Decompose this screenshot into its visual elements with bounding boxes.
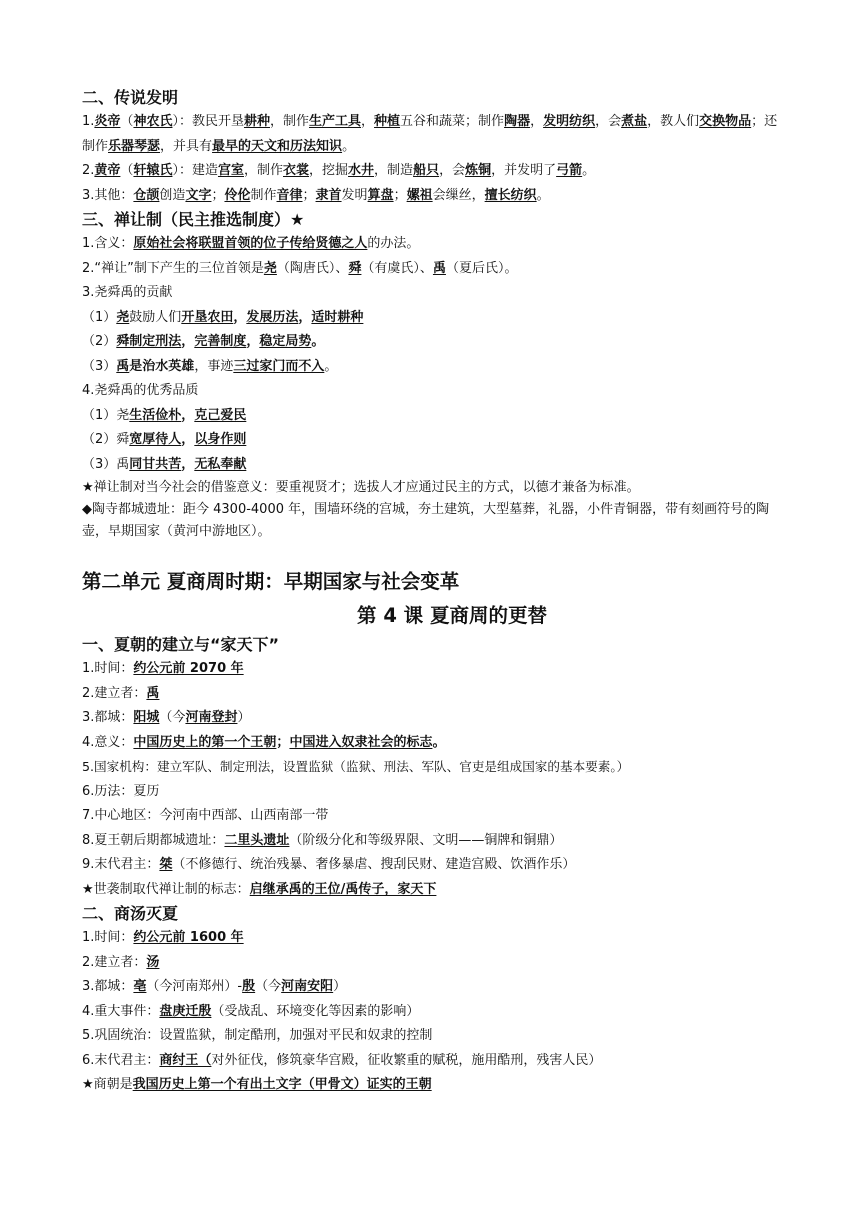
text-segment: ，并具有 xyxy=(160,138,213,154)
key-term: 河南登封 xyxy=(185,710,238,725)
text-line xyxy=(82,428,782,453)
text-line xyxy=(82,453,782,478)
text-segment: （ xyxy=(120,114,134,129)
key-term: 禹 xyxy=(432,260,446,276)
text-segment: 五谷和蔬菜；制作 xyxy=(400,114,505,129)
text-line xyxy=(82,682,782,707)
text-segment: 2. xyxy=(82,163,95,178)
text-line xyxy=(82,1024,782,1049)
text-segment: 2.建立者： xyxy=(82,685,147,701)
text-segment: （不修德行、统治残暴、奢侈暴虐、搜刮民财、建造宫殿、饮酒作乐） xyxy=(172,857,576,872)
lesson-title xyxy=(82,599,782,633)
text-line xyxy=(82,755,782,780)
key-term: 最早的天文和历法知识 xyxy=(212,138,343,154)
text-segment: （1）尧 xyxy=(82,407,130,423)
text-segment: 7.中心地区：今河南中西部、山西南部一带 xyxy=(82,808,329,823)
bold-text: ， xyxy=(181,432,195,447)
text-segment: （1） xyxy=(82,309,117,325)
key-term: 耕种 xyxy=(243,114,270,129)
text-segment: 的办法。 xyxy=(367,236,420,251)
text-segment: 。 xyxy=(582,163,596,178)
key-term: 船只 xyxy=(413,163,440,178)
bold-text: （民主推选制度）★ xyxy=(162,210,305,229)
text-line xyxy=(82,477,782,499)
bold-text: ， xyxy=(181,456,195,472)
text-segment: （3）禹 xyxy=(82,456,130,472)
text-line xyxy=(82,110,782,159)
key-term: 以身作则 xyxy=(194,432,247,447)
text-segment: 9.末代君主： xyxy=(82,857,160,872)
key-term: 发展历法 xyxy=(246,309,299,325)
text-segment: ，会 xyxy=(595,114,622,129)
text-segment: 对外征伐，修筑豪华宫殿，征收繁重的赋税，施用酷刑，残害人民） xyxy=(211,1052,602,1068)
text-line xyxy=(82,878,782,903)
text-line xyxy=(82,926,782,951)
text-segment: 4.重大事件： xyxy=(82,1003,160,1019)
text-segment: 鼓励人们 xyxy=(129,309,182,325)
text-segment: 1.时间： xyxy=(82,661,134,676)
key-term: 黄帝 xyxy=(94,163,121,178)
text-segment: （阶级分化和等级界限、文明——铜牌和铜鼎） xyxy=(289,832,563,848)
section-heading xyxy=(82,86,782,110)
key-term: 舜 xyxy=(348,260,362,276)
text-segment: ，制造 xyxy=(374,163,414,178)
key-term: 煮盐 xyxy=(621,114,648,129)
key-term: 完善制度 xyxy=(194,334,247,349)
text-segment: 。 xyxy=(536,187,550,203)
key-term: 隶首 xyxy=(315,187,342,203)
key-term: 种植 xyxy=(374,114,401,129)
text-line xyxy=(82,232,782,257)
key-term: 同甘共苦 xyxy=(129,456,182,472)
key-term: 盘庚迁殷 xyxy=(159,1003,212,1019)
key-term: 轩辕氏 xyxy=(133,163,173,178)
key-term: 宽厚待人 xyxy=(129,432,182,447)
text-line xyxy=(82,1073,782,1098)
text-line xyxy=(82,355,782,380)
text-segment: ，教人们 xyxy=(647,114,700,129)
text-segment: 发明 xyxy=(341,187,368,203)
text-segment: 8.夏王朝后期都城遗址： xyxy=(82,832,225,848)
bold-text: ， xyxy=(246,334,260,349)
text-line xyxy=(82,499,782,543)
text-segment: 5.巩固统治：设置监狱，制定酷刑，加强对平民和奴隶的控制 xyxy=(82,1028,433,1043)
key-term: 二里头遗址 xyxy=(224,832,290,848)
text-segment: ，并发明了 xyxy=(491,163,557,178)
unit-title xyxy=(82,565,782,599)
text-line xyxy=(82,804,782,829)
text-segment: （今 xyxy=(159,710,186,725)
text-line xyxy=(82,853,782,878)
key-term: 嫘祖 xyxy=(406,187,433,203)
text-segment: 1. xyxy=(82,114,95,129)
text-segment: 创造 xyxy=(159,187,186,203)
text-segment: ，制作 xyxy=(269,114,309,129)
key-term: 禹 xyxy=(146,685,160,701)
key-term: 尧 xyxy=(116,309,130,325)
key-term: 三过家门而不入 xyxy=(233,358,325,374)
key-term: 音律 xyxy=(276,187,303,203)
text-segment: 。 xyxy=(324,358,338,374)
text-segment: 2.建立者： xyxy=(82,954,147,970)
key-term: 约公元前 1600 年 xyxy=(133,930,244,945)
text-segment: （2）舜 xyxy=(82,432,130,447)
text-segment: ★商朝是 xyxy=(82,1077,133,1092)
key-term: 尧 xyxy=(263,260,277,276)
text-segment: ， xyxy=(530,114,544,129)
text-segment: 会缫丝， xyxy=(432,187,485,203)
text-line xyxy=(82,184,782,209)
key-term: 约公元前 2070 年 xyxy=(133,661,244,676)
text-line xyxy=(82,404,782,429)
key-term: 交换物品 xyxy=(699,114,752,129)
text-segment: ★禅让制对当今社会的借鉴意义：要重视贤才；选拔人才应通过民主的方式，以德才兼备为标准。 xyxy=(82,480,640,495)
text-segment: ◆陶寺都城遗址：距今 4300-4000 年，围墙环绕的宫城，夯土建筑，大型墓葬，礼器，小件青铜器，带有刻画符号的陶壶，早期国家（黄河中游地区）。 xyxy=(82,502,770,539)
text-segment: ） xyxy=(333,979,347,994)
key-term: 炎帝 xyxy=(94,114,121,129)
text-segment: ；还制作 xyxy=(82,114,778,154)
text-segment: ，事迹 xyxy=(194,358,234,374)
text-segment: 4.尧舜禹的优秀品质 xyxy=(82,383,199,398)
key-term: 原始社会将联盟首领的位子传给贤德之人 xyxy=(133,236,368,251)
text-segment: 3.都城： xyxy=(82,979,134,994)
text-segment: （今河南郑州）- xyxy=(146,979,243,994)
key-term: 弓箭 xyxy=(556,163,583,178)
text-segment: 3.其他： xyxy=(82,187,134,203)
text-segment: 5.国家机构：建立军队、制定刑法，设置监狱（监狱、刑法、军队、官吏是组成国家的基本要素。） xyxy=(82,759,630,774)
key-term: 桀 xyxy=(159,857,173,872)
key-term: 禹 xyxy=(116,358,130,374)
text-segment: （ xyxy=(120,163,134,178)
text-segment: 1.时间： xyxy=(82,930,134,945)
section-heading xyxy=(82,633,782,657)
key-term: 炼铜 xyxy=(465,163,492,178)
text-segment: 3.尧舜禹的贡献 xyxy=(82,285,173,300)
text-line xyxy=(82,379,782,404)
text-line xyxy=(82,281,782,306)
key-term: 生活俭朴 xyxy=(129,407,182,423)
text-segment: ）：建造 xyxy=(172,163,218,178)
key-term: 仓颉 xyxy=(133,187,160,203)
text-segment: （有虞氏）、 xyxy=(361,260,433,276)
key-term: 擅长纺织 xyxy=(484,187,537,203)
key-term: 伶伦 xyxy=(224,187,251,203)
section-heading xyxy=(82,208,782,232)
key-term: 宫室 xyxy=(217,163,244,178)
text-line xyxy=(82,1000,782,1025)
key-term: 开垦农田 xyxy=(181,309,234,325)
text-line xyxy=(82,975,782,1000)
key-term: 稳定局势 xyxy=(259,334,312,349)
key-term: 神农氏 xyxy=(133,114,173,129)
key-term: 克己爱民 xyxy=(194,407,247,423)
text-segment: 6.末代君主： xyxy=(82,1052,160,1068)
key-term: 启继承禹的王位/禹传子，家天下 xyxy=(249,881,437,897)
text-segment: ； xyxy=(211,187,225,203)
key-term: 河南安阳 xyxy=(281,979,334,994)
bold-text: 。 xyxy=(311,334,325,349)
text-segment: ）：教民开垦 xyxy=(172,114,244,129)
key-term: 舜制定刑法 xyxy=(116,334,182,349)
text-segment: ，挖掘 xyxy=(309,163,349,178)
key-term: 中国历史上的第一个王朝 xyxy=(133,734,277,750)
text-segment: （今 xyxy=(255,979,282,994)
text-line xyxy=(82,829,782,854)
text-line xyxy=(82,706,782,731)
key-term: 算盘 xyxy=(367,187,394,203)
text-line xyxy=(82,330,782,355)
bold-text: 二、传说发明 xyxy=(82,88,179,107)
key-term: 商纣王（ xyxy=(159,1052,212,1068)
text-segment: 6.历法：夏历 xyxy=(82,783,160,799)
text-segment: ★世袭制取代禅让制的标志： xyxy=(82,881,250,897)
key-term: 乐器琴瑟 xyxy=(108,138,161,154)
text-segment: ，会 xyxy=(439,163,466,178)
key-term: 生产工具 xyxy=(309,114,362,129)
text-line xyxy=(82,657,782,682)
text-line xyxy=(82,257,782,282)
text-segment: ； xyxy=(302,187,316,203)
text-segment: 2.“禅让”制下产生的三位首领是 xyxy=(82,260,264,276)
text-segment: ， xyxy=(361,114,375,129)
key-term: 水井 xyxy=(348,163,375,178)
section-heading xyxy=(82,902,782,926)
bold-text: ， xyxy=(298,309,312,325)
bold-text: ， xyxy=(181,407,195,423)
bold-text: ， xyxy=(181,334,195,349)
key-term: 殷 xyxy=(242,979,256,994)
bold-text: ； xyxy=(276,734,290,750)
text-segment: （受战乱、环境变化等因素的影响） xyxy=(211,1003,420,1019)
text-segment: （夏后氏）。 xyxy=(445,260,518,276)
text-segment: 4.意义： xyxy=(82,734,134,750)
text-line xyxy=(82,951,782,976)
text-line xyxy=(82,306,782,331)
bold-text: 是治水英雄 xyxy=(129,358,195,374)
text-segment: 制作 xyxy=(250,187,277,203)
key-term: 中国进入奴隶社会的标志 xyxy=(289,734,433,750)
text-segment: ） xyxy=(237,710,251,725)
bold-text: 一、夏朝的建立与“家天下” xyxy=(82,635,280,654)
text-line xyxy=(82,780,782,805)
key-term: 汤 xyxy=(146,954,160,970)
key-term: 发明纺织 xyxy=(543,114,596,129)
document-page xyxy=(82,86,782,1098)
text-segment: 1.含义： xyxy=(82,236,134,251)
text-segment: （2） xyxy=(82,334,117,349)
text-segment: 第 4 课 夏商周的更替 xyxy=(357,604,547,627)
text-line xyxy=(82,159,782,184)
key-term: 无私奉献 xyxy=(194,456,247,472)
bold-text: 。 xyxy=(432,734,446,750)
key-term: 我国历史上第一个有出土文字（甲骨文）证实的王朝 xyxy=(132,1077,432,1092)
text-segment: ，制作 xyxy=(243,163,283,178)
bold-text: 三、禅让制 xyxy=(82,210,163,229)
key-term: 阳城 xyxy=(133,710,160,725)
key-term: 文字 xyxy=(185,187,212,203)
text-segment: （陶唐氏）、 xyxy=(276,260,349,276)
key-term: 适时耕种 xyxy=(311,309,364,325)
key-term: 陶器 xyxy=(504,114,531,129)
text-line xyxy=(82,1049,782,1074)
text-segment: 第二单元 夏商周时期：早期国家与社会变革 xyxy=(82,570,460,593)
key-term: 亳 xyxy=(133,979,147,994)
text-segment: 。 xyxy=(342,138,356,154)
text-line xyxy=(82,731,782,756)
key-term: 衣裳 xyxy=(283,163,310,178)
bold-text: 二、商汤灭夏 xyxy=(82,904,179,923)
bold-text: ， xyxy=(233,309,247,325)
text-segment: 3.都城： xyxy=(82,710,134,725)
text-segment: ； xyxy=(393,187,407,203)
text-segment: （3） xyxy=(82,358,117,374)
